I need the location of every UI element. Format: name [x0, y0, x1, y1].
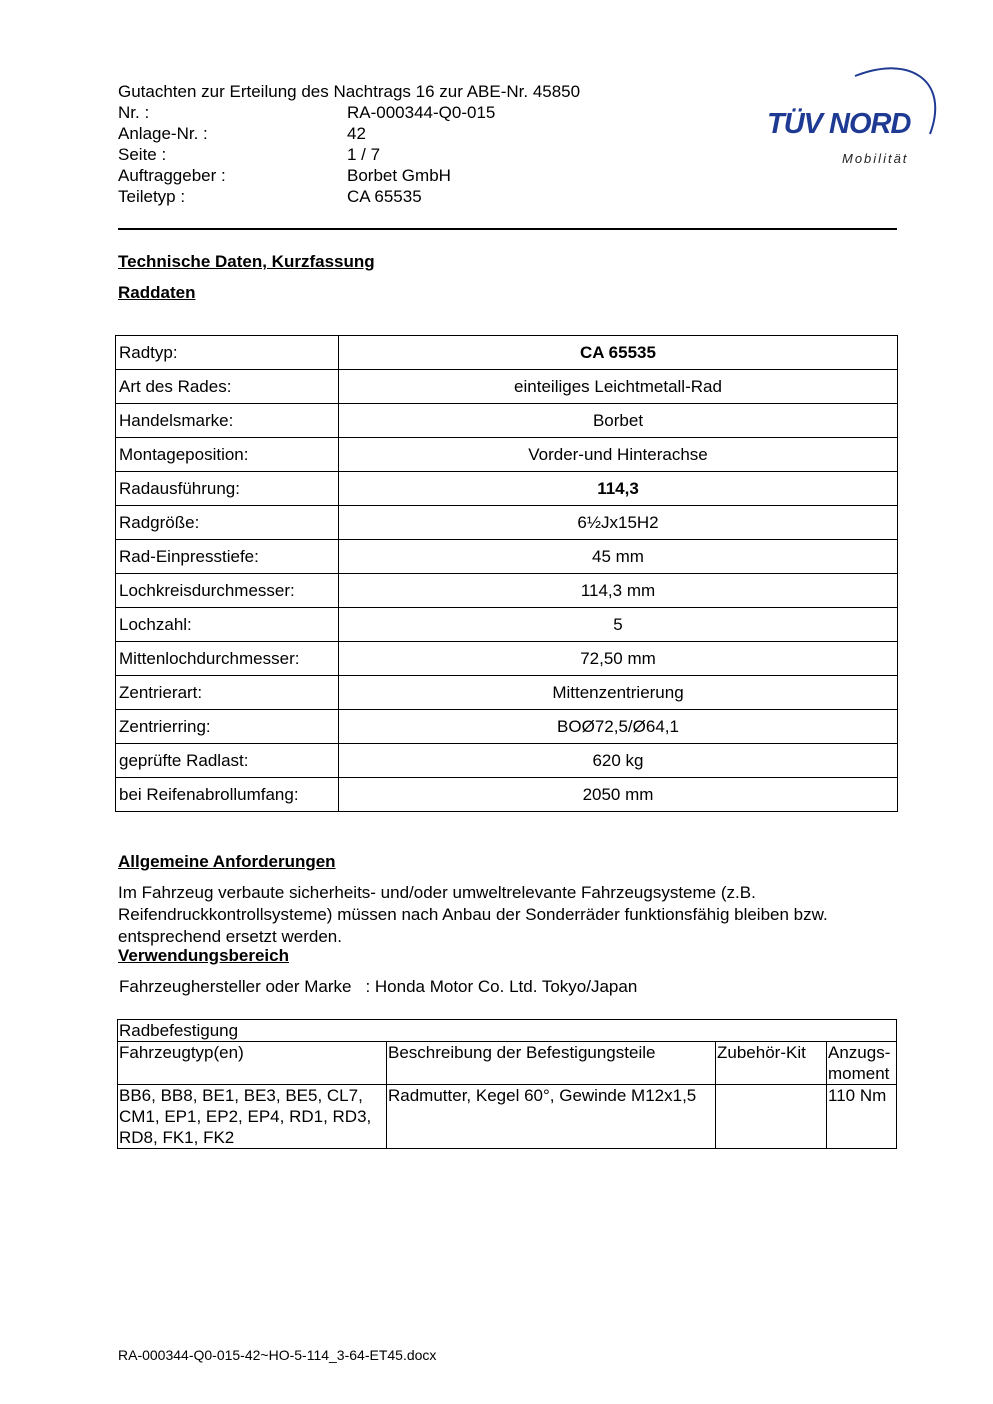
table-row — [116, 608, 898, 642]
row-label: Mittenlochdurchmesser: — [116, 642, 339, 676]
tuev-nord-logo — [760, 56, 945, 176]
row-label: Handelsmarke: — [116, 404, 339, 438]
row-label: Rad-Einpresstiefe: — [116, 540, 339, 574]
table-row — [116, 472, 898, 506]
header-row-auftraggeber — [118, 165, 580, 186]
row-label: Radgröße: — [116, 506, 339, 540]
row-label: Lochkreisdurchmesser: — [116, 574, 339, 608]
column-header: Anzugs-moment — [827, 1042, 897, 1085]
table-row — [116, 506, 898, 540]
row-label: Zentrierart: — [116, 676, 339, 710]
row-value: 5 — [339, 608, 898, 642]
header-row-anlage — [118, 123, 580, 144]
torque-cell: 110 Nm — [827, 1085, 897, 1149]
row-value: 620 kg — [339, 744, 898, 778]
header-key: Nr. : — [118, 103, 150, 122]
table-row — [116, 404, 898, 438]
logo-brand: TÜV NORD — [767, 108, 911, 140]
table-row — [116, 642, 898, 676]
table-header-row — [118, 1042, 897, 1085]
row-label: Lochzahl: — [116, 608, 339, 642]
table-row — [118, 1085, 897, 1149]
row-label: geprüfte Radlast: — [116, 744, 339, 778]
row-label: Radtyp: — [116, 336, 339, 370]
logo-subtitle: Mobilität — [842, 151, 909, 166]
radbefestigung-table — [117, 1019, 897, 1149]
row-value: CA 65535 — [339, 336, 898, 370]
section-heading-verwendungsbereich: Verwendungsbereich — [118, 946, 289, 965]
row-value: Mittenzentrierung — [339, 676, 898, 710]
anforderungen-paragraph: Im Fahrzeug verbaute sicherheits- und/oder umweltrelevante Fahrzeugsysteme (z.B. Reifendruckkontrollsysteme) müssen nach Anbau der Sonderräder funktionsfähig bleiben bzw. entsprechend ersetzt werden. — [118, 883, 828, 946]
vehicle-types-cell: BB6, BB8, BE1, BE3, BE5, CL7, CM1, EP1, EP2, EP4, RD1, RD3, RD8, FK1, FK2 — [118, 1085, 387, 1149]
column-header: Beschreibung der Befestigungsteile — [387, 1042, 716, 1085]
row-value: BOØ72,5/Ø64,1 — [339, 710, 898, 744]
row-value: 45 mm — [339, 540, 898, 574]
manufacturer-value: : Honda Motor Co. Ltd. Tokyo/Japan — [365, 977, 638, 996]
header-divider — [118, 228, 897, 230]
fastener-description-cell: Radmutter, Kegel 60°, Gewinde M12x1,5 — [387, 1085, 716, 1149]
manufacturer-label: Fahrzeughersteller oder Marke — [119, 977, 352, 996]
table-row — [116, 744, 898, 778]
row-value: einteiliges Leichtmetall-Rad — [339, 370, 898, 404]
header-key: Auftraggeber : — [118, 166, 226, 185]
row-value: 6½Jx15H2 — [339, 506, 898, 540]
header-key: Seite : — [118, 145, 167, 164]
row-value: Vorder-und Hinterachse — [339, 438, 898, 472]
column-header: Zubehör-Kit — [716, 1042, 827, 1085]
row-label: Art des Rades: — [116, 370, 339, 404]
header-row-nr — [118, 102, 580, 123]
row-label: bei Reifenabrollumfang: — [116, 778, 339, 812]
row-label: Montageposition: — [116, 438, 339, 472]
table-row — [116, 336, 898, 370]
document-header — [118, 81, 580, 207]
table-row — [116, 778, 898, 812]
manufacturer-line — [119, 977, 637, 997]
table-caption: Radbefestigung — [118, 1020, 897, 1042]
raddaten-table — [115, 335, 898, 812]
table-row — [116, 540, 898, 574]
table-row — [116, 710, 898, 744]
table-caption-row — [118, 1020, 897, 1042]
column-header: Fahrzeugtyp(en) — [118, 1042, 387, 1085]
header-value: RA-000344-Q0-015 — [347, 103, 496, 122]
row-value: 114,3 — [339, 472, 898, 506]
table-row — [116, 438, 898, 472]
header-value: CA 65535 — [347, 187, 422, 206]
table-row — [116, 676, 898, 710]
header-row-teiletyp — [118, 186, 580, 207]
accessory-kit-cell — [716, 1085, 827, 1149]
row-value: 114,3 mm — [339, 574, 898, 608]
footer-filename: RA-000344-Q0-015-42~HO-5-114_3-64-ET45.docx — [118, 1347, 437, 1363]
row-value: 72,50 mm — [339, 642, 898, 676]
header-row-seite — [118, 144, 580, 165]
row-label: Radausführung: — [116, 472, 339, 506]
row-label: Zentrierring: — [116, 710, 339, 744]
table-row — [116, 370, 898, 404]
row-value: 2050 mm — [339, 778, 898, 812]
section-subheading-raddaten: Raddaten — [118, 283, 196, 302]
header-key: Anlage-Nr. : — [118, 124, 208, 143]
document-title: Gutachten zur Erteilung des Nachtrags 16 zur ABE-Nr. 45850 — [118, 82, 581, 101]
header-value: 42 — [347, 124, 366, 143]
header-value: 1 / 7 — [347, 145, 381, 164]
section-heading-allgemeine-anforderungen: Allgemeine Anforderungen — [118, 852, 336, 871]
section-heading-technische-daten: Technische Daten, Kurzfassung — [118, 252, 375, 271]
header-value: Borbet GmbH — [347, 166, 451, 185]
row-value: Borbet — [339, 404, 898, 438]
header-key: Teiletyp : — [118, 187, 186, 206]
table-row — [116, 574, 898, 608]
